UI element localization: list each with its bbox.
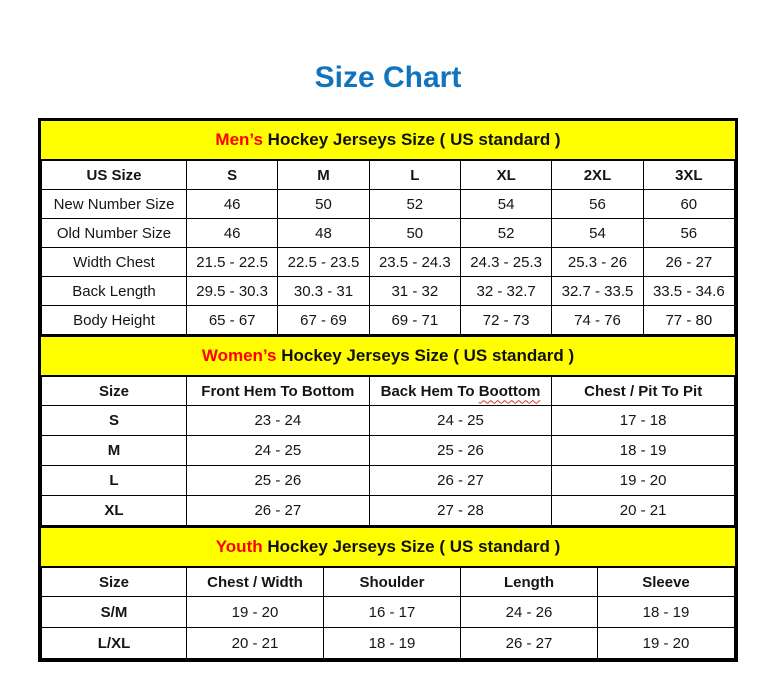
- table-row: [42, 436, 735, 466]
- header-row: [42, 377, 735, 406]
- row-header: Width Chest: [42, 248, 187, 277]
- size-cell: 77 - 80: [643, 306, 734, 335]
- size-cell: 19 - 20: [598, 628, 735, 659]
- size-cell: 26 - 27: [187, 496, 370, 526]
- size-cell: 24 - 26: [461, 597, 598, 628]
- table-row: [42, 496, 735, 526]
- table-row: [42, 190, 735, 219]
- misspelled-word: Boottom: [478, 382, 541, 400]
- size-cell: 18 - 19: [324, 628, 461, 659]
- column-header: Front Hem To Bottom: [187, 377, 370, 406]
- section-band-womens: [41, 335, 735, 376]
- column-header: Back Hem To Boottom: [369, 377, 552, 406]
- size-cell: 23.5 - 24.3: [369, 248, 460, 277]
- column-header: Chest / Pit To Pit: [552, 377, 735, 406]
- section-band-mens: [41, 121, 735, 160]
- row-header: Old Number Size: [42, 219, 187, 248]
- table-row: [42, 597, 735, 628]
- size-cell: 74 - 76: [552, 306, 643, 335]
- column-header: Length: [461, 568, 598, 597]
- size-cell: 19 - 20: [552, 466, 735, 496]
- size-cell: 65 - 67: [187, 306, 278, 335]
- section-band-text: Hockey Jerseys Size ( US standard ): [276, 346, 575, 365]
- size-cell: 21.5 - 22.5: [187, 248, 278, 277]
- table-row: [42, 306, 735, 335]
- mens-size-table: [41, 160, 735, 335]
- size-cell: 69 - 71: [369, 306, 460, 335]
- section-band-highlight: Men’s: [215, 130, 263, 149]
- table-row: [42, 466, 735, 496]
- row-header: S/M: [42, 597, 187, 628]
- column-header: M: [278, 161, 369, 190]
- header-row: [42, 161, 735, 190]
- section-band-text: Hockey Jerseys Size ( US standard ): [262, 130, 561, 149]
- size-cell: 19 - 20: [187, 597, 324, 628]
- table-row: [42, 406, 735, 436]
- table-row: [42, 219, 735, 248]
- column-header: L: [369, 161, 460, 190]
- size-cell: 29.5 - 30.3: [187, 277, 278, 306]
- row-header: Body Height: [42, 306, 187, 335]
- table-row: [42, 248, 735, 277]
- row-header: M: [42, 436, 187, 466]
- size-cell: 50: [278, 190, 369, 219]
- section-band-text: Hockey Jerseys Size ( US standard ): [262, 537, 561, 556]
- size-cell: 27 - 28: [369, 496, 552, 526]
- size-chart: [38, 118, 738, 662]
- column-header: 3XL: [643, 161, 734, 190]
- size-cell: 26 - 27: [461, 628, 598, 659]
- row-header: XL: [42, 496, 187, 526]
- size-cell: 32 - 32.7: [460, 277, 551, 306]
- size-cell: 56: [643, 219, 734, 248]
- size-cell: 25 - 26: [369, 436, 552, 466]
- row-header: L: [42, 466, 187, 496]
- column-header: Size: [42, 377, 187, 406]
- page-title: Size Chart: [314, 61, 462, 94]
- size-cell: 18 - 19: [598, 597, 735, 628]
- section-band-highlight: Women’s: [201, 346, 277, 365]
- size-cell: 24 - 25: [369, 406, 552, 436]
- size-cell: 22.5 - 23.5: [278, 248, 369, 277]
- youth-size-table: [41, 567, 735, 659]
- row-header: Back Length: [42, 277, 187, 306]
- size-cell: 56: [552, 190, 643, 219]
- size-cell: 67 - 69: [278, 306, 369, 335]
- size-cell: 24 - 25: [187, 436, 370, 466]
- section-band-youth: [41, 526, 735, 567]
- column-header: Chest / Width: [187, 568, 324, 597]
- size-cell: 46: [187, 219, 278, 248]
- size-cell: 60: [643, 190, 734, 219]
- size-cell: 48: [278, 219, 369, 248]
- size-cell: 33.5 - 34.6: [643, 277, 734, 306]
- size-cell: 16 - 17: [324, 597, 461, 628]
- table-row: [42, 277, 735, 306]
- size-cell: 25 - 26: [187, 466, 370, 496]
- size-cell: 32.7 - 33.5: [552, 277, 643, 306]
- size-cell: 23 - 24: [187, 406, 370, 436]
- row-header: L/XL: [42, 628, 187, 659]
- header-row: [42, 568, 735, 597]
- column-header: 2XL: [552, 161, 643, 190]
- size-cell: 18 - 19: [552, 436, 735, 466]
- row-header: New Number Size: [42, 190, 187, 219]
- row-header: S: [42, 406, 187, 436]
- table-row: [42, 628, 735, 659]
- column-header: Sleeve: [598, 568, 735, 597]
- size-cell: 72 - 73: [460, 306, 551, 335]
- size-cell: 26 - 27: [643, 248, 734, 277]
- size-cell: 24.3 - 25.3: [460, 248, 551, 277]
- size-cell: 20 - 21: [187, 628, 324, 659]
- size-cell: 52: [369, 190, 460, 219]
- size-cell: 25.3 - 26: [552, 248, 643, 277]
- womens-size-table: [41, 376, 735, 526]
- size-cell: 46: [187, 190, 278, 219]
- size-cell: 17 - 18: [552, 406, 735, 436]
- section-band-highlight: Youth: [215, 537, 263, 556]
- column-header: US Size: [42, 161, 187, 190]
- column-header: S: [187, 161, 278, 190]
- column-header: XL: [460, 161, 551, 190]
- size-cell: 26 - 27: [369, 466, 552, 496]
- size-cell: 50: [369, 219, 460, 248]
- size-cell: 30.3 - 31: [278, 277, 369, 306]
- size-cell: 20 - 21: [552, 496, 735, 526]
- size-cell: 52: [460, 219, 551, 248]
- size-cell: 31 - 32: [369, 277, 460, 306]
- column-header: Shoulder: [324, 568, 461, 597]
- column-header: Size: [42, 568, 187, 597]
- size-cell: 54: [552, 219, 643, 248]
- size-cell: 54: [460, 190, 551, 219]
